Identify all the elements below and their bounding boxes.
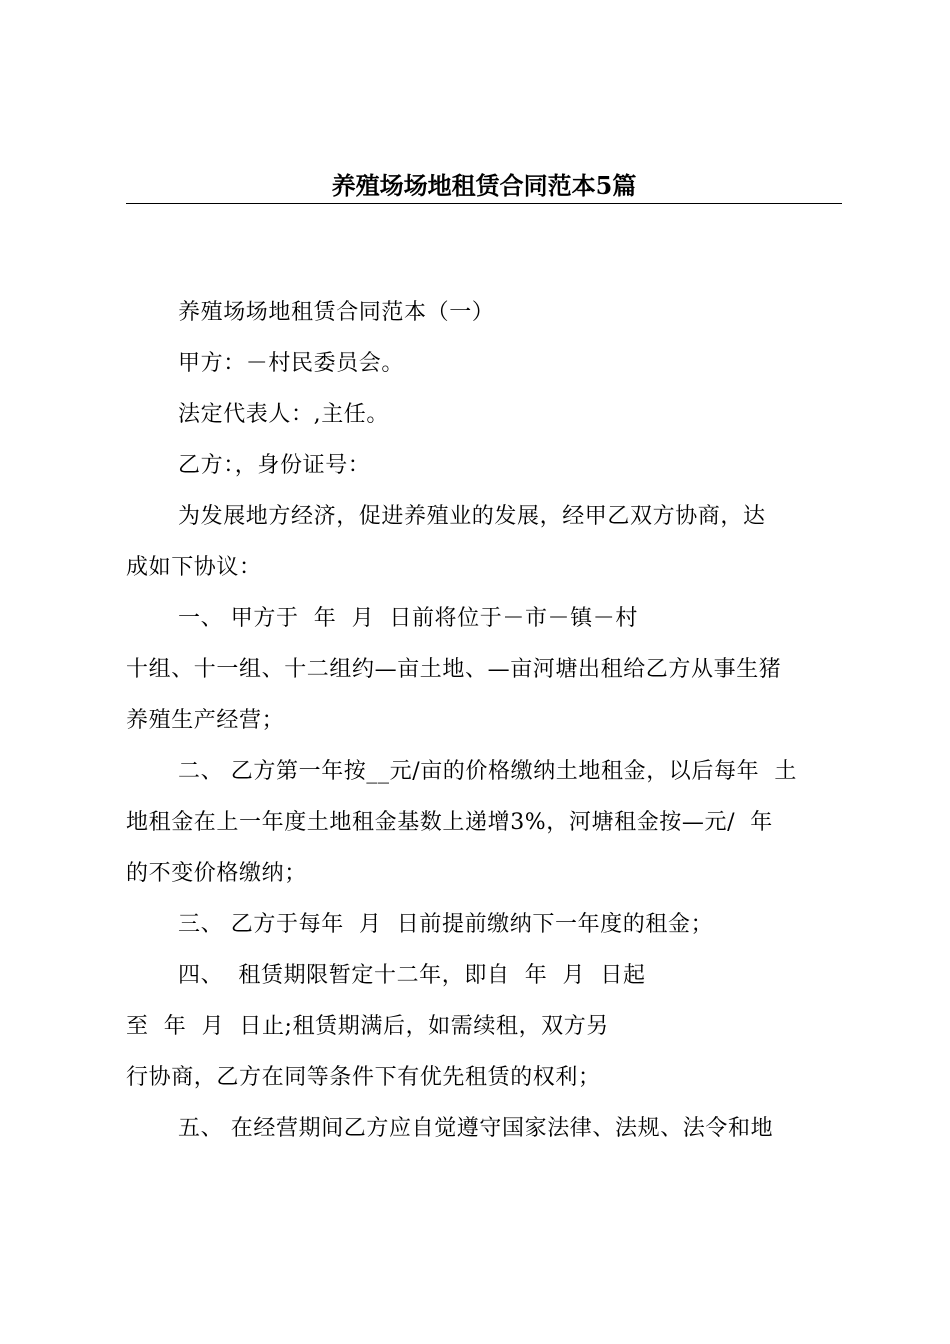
clause-2-line-1: 二、 乙方第一年按__元/亩的价格缴纳土地租金，以后每年 土	[178, 759, 797, 784]
clause-2-line-3: 的不变价格缴纳；	[126, 861, 307, 886]
clause-5-line-1: 五、 在经营期间乙方应自觉遵守国家法律、法规、法令和地	[178, 1116, 774, 1141]
document-title: 养殖场场地租赁合同范本5篇	[331, 171, 637, 200]
party-a-line: 甲方：－村民委员会。	[178, 351, 405, 376]
clause-1-line-2: 十组、十一组、十二组约—亩土地、—亩河塘出租给乙方从事生猪	[126, 657, 782, 682]
legal-rep-line: 法定代表人：,主任。	[178, 402, 389, 427]
preamble-line-2: 成如下协议：	[126, 555, 262, 580]
clause-2-line-2: 地租金在上一年度土地租金基数上递增3%，河塘租金按—元/ 年	[126, 810, 773, 835]
section-heading: 养殖场场地租赁合同范本（一）	[178, 300, 495, 325]
preamble-line-1: 为发展地方经济，促进养殖业的发展，经甲乙双方协商，达	[178, 504, 766, 529]
clause-4-line-3: 行协商，乙方在同等条件下有优先租赁的权利；	[126, 1065, 601, 1090]
clause-1-line-1: 一、 甲方于 年 月 日前将位于－市－镇－村	[178, 606, 638, 631]
clause-4-line-1: 四、 租赁期限暂定十二年，即自 年 月 日起	[178, 963, 646, 988]
clause-4-line-2: 至 年 月 日止;租赁期满后，如需续租，双方另	[126, 1014, 609, 1039]
party-b-line: 乙方：，身份证号：	[178, 453, 371, 478]
clause-1-line-3: 养殖生产经营；	[126, 708, 285, 733]
clause-3-line-1: 三、 乙方于每年 月 日前提前缴纳下一年度的租金；	[178, 912, 714, 937]
title-underline	[126, 203, 842, 204]
